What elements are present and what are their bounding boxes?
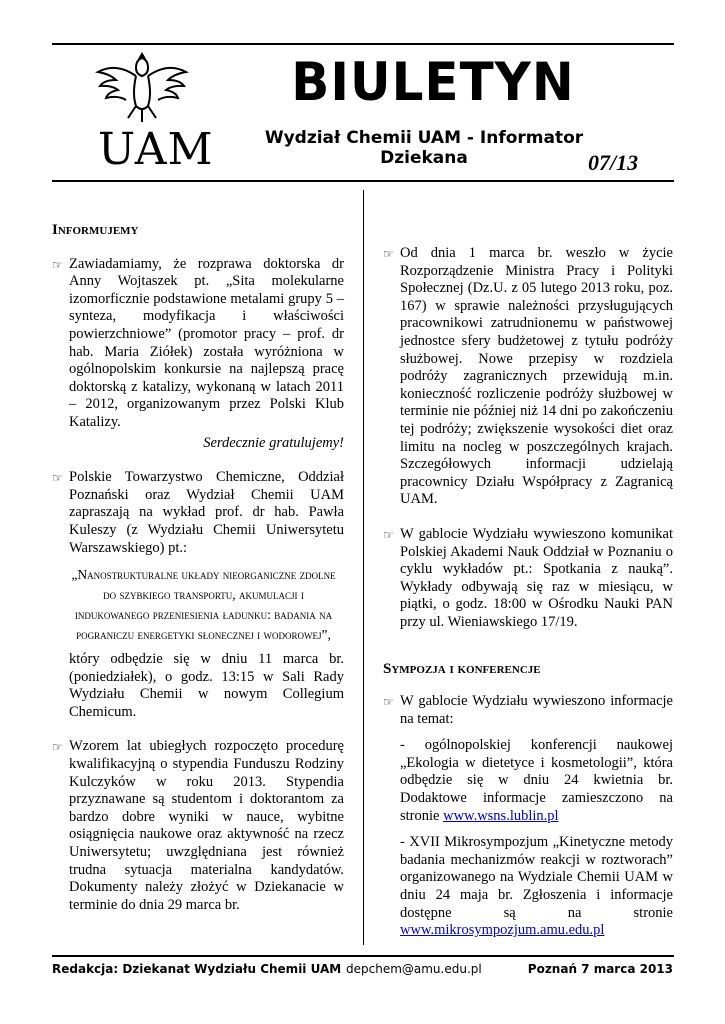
pointing-hand-icon: ☞ — [383, 527, 394, 542]
news-text: Polskie Towarzystwo Chemiczne, Oddział Poznański oraz Wydział Chemii UAM zapraszają na wykład prof. dr hab. Pawła Kuleszy (z Wydziału Chemii Uniwersytetu Warszawskiego) pt.: — [69, 469, 344, 556]
lecture-title: „Nanostrukturalne układy nieorganiczne zdolne do szybkiego transportu, akumulacji i indukowanego przeniesienia ładunku: badania na pograniczu energetyki słonecznej i wodorowej”, — [71, 567, 336, 643]
congratulations-note: Serdecznie gratulujemy! — [203, 434, 344, 451]
footer-email[interactable]: depchem@amu.edu.pl — [346, 962, 482, 976]
footer-date: Poznań 7 marca 2013 — [527, 962, 673, 976]
right-column — [383, 245, 673, 940]
pointing-hand-icon: ☞ — [52, 740, 63, 755]
pointing-hand-icon: ☞ — [383, 695, 394, 710]
conference-link[interactable]: www.wsns.lublin.pl — [443, 807, 559, 824]
news-item — [52, 256, 344, 453]
news-item — [52, 469, 344, 721]
masthead-bottom-rule — [52, 180, 674, 182]
section-heading-informujemy: Informujemy — [52, 222, 139, 238]
footer-rule — [52, 955, 674, 957]
issue-number: 07/13 — [588, 150, 639, 175]
conference-item — [400, 834, 673, 940]
news-text: który odbędzie się w dniu 11 marca br. (poniedziałek), o godz. 13:15 w Sali Rady Wydziału Chemii w nowym Collegium Chemicum. — [69, 651, 344, 720]
section-heading-sympozja: Sympozja i konferencje — [383, 661, 541, 678]
top-rule — [52, 43, 674, 45]
news-item — [383, 693, 673, 940]
conference-text: - ogólnopolskiej konferencji naukowej „Ekologia w dietetyce i kosmetologii”, która odbędzie się w dniu 24 kwietnia br. Dodaktowe informacje zamieszczono na stronie — [400, 737, 673, 824]
uam-logo-text: UAM — [98, 124, 214, 175]
conference-link[interactable]: www.mikrosympozjum.amu.edu.pl — [400, 922, 605, 939]
news-item — [383, 526, 673, 632]
news-text: Wzorem lat ubiegłych rozpoczęto procedurę kwalifikacyjną o stypendia Funduszu Rodziny Kulczyków w roku 2013. Stypendia przyznawane są studentom i doktorantom za bardzo dobre wyniki w nauce, wybitne osiągnięcia naukowe oraz aktywność na rzecz Uniwersytetu; uwzględniana jest również trudna sytuacja materialna kandydatów. Dokumenty należy złożyć w Dziekanacie w terminie do dnia 29 marca br. — [69, 738, 344, 913]
left-column — [52, 222, 344, 914]
footer-editor: Redakcja: Dziekanat Wydziału Chemii UAM — [52, 962, 342, 976]
bulletin-title: BIULETYN — [291, 51, 575, 113]
news-text: W gablocie Wydziału wywieszono komunikat Polskiej Akademi Nauk Oddział w Poznaniu o cyklu wykładów pt.: Spotkania z nauką”. Wykłady odbywają się raz w miesiącu, w piątki, o godz. 18:00 w Ośrodku Nauki PAN przy ul. Wieniawskiego 17/19. — [400, 525, 673, 630]
pointing-hand-icon: ☞ — [52, 257, 63, 272]
pointing-hand-icon: ☞ — [52, 471, 63, 486]
conference-item — [400, 737, 673, 825]
news-item — [52, 738, 344, 914]
conference-text: - XVII Mikrosympozjum „Kinetyczne metody badania mechanizmów reakcji w roztworach” organizowanego na Wydziale Chemii UAM w dniu 24 maja br. Zgłoszenia i informacje dostępne są na stronie — [400, 834, 673, 921]
bulletin-subtitle: Wydział Chemii UAM - Informator Dziekana — [264, 128, 584, 168]
news-item — [383, 245, 673, 509]
news-text: Od dnia 1 marca br. weszło w życie Rozporządzenie Ministra Pracy i Polityki Społecznej (Dz.U. z 05 lutego 2013 roku, poz. 167) w sprawie należności przysługujących pracownikowi zatrudnionemu w państwowej jednostce sfery budżetowej z tytułu podróży służbowej. Nowe przepisy w rozdziela podróży zagranicznych przewidują m.in. konieczność rozliczenie podróży służbowej w terminie nie później niż 14 dni po zakończeniu tej podróży; zwiększenie wysokości diet oraz limitu na nocleg w poszczególnych krajach. Szczegółowych informacji udzielają pracownicy Działu Współpracy z Zagranicą UAM. — [400, 245, 673, 508]
news-text: Zawiadamiamy, że rozprawa doktorska dr Anny Wojtaszek pt. „Sita molekularne izomorficznie podstawione metalami grupy 5 – synteza, modyfikacja i właściwości powierzchniowe” (promotor pracy – prof. dr hab. Maria Ziółek) została wyróżniona w ogólnopolskim konkursie na najlepszą pracę doktorską z katalizy, wykonaną w latach 2011 – 2012, organizowanym przez Polski Klub Katalizy. — [69, 255, 344, 430]
eagle-logo-icon — [92, 50, 192, 130]
news-text: W gablocie Wydziału wywieszono informacje na temat: — [400, 693, 673, 727]
column-divider — [363, 190, 364, 945]
pointing-hand-icon: ☞ — [383, 247, 394, 261]
